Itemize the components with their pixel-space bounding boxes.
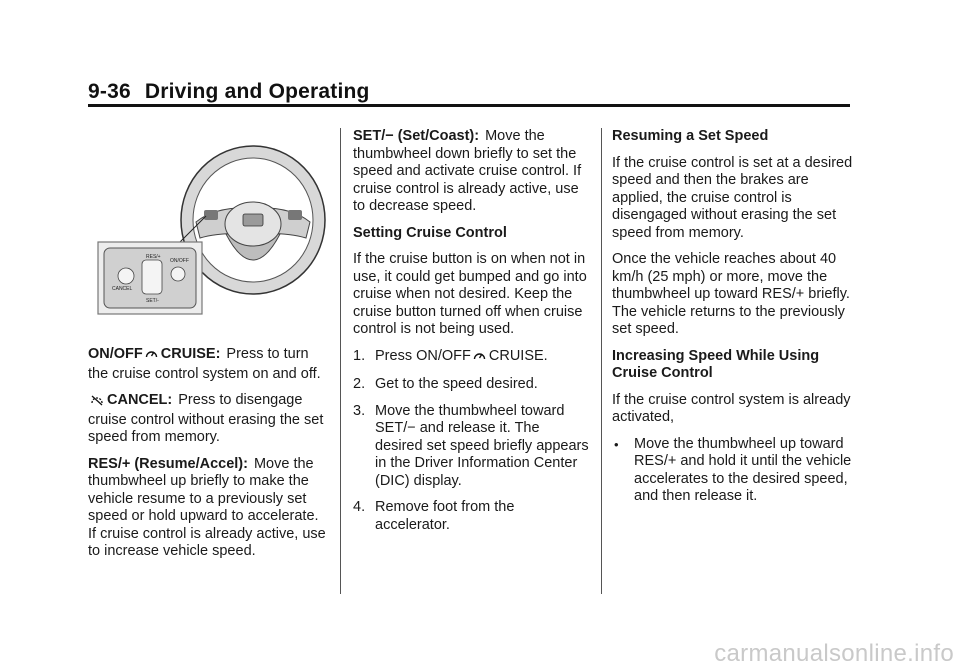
onoff-text: Press to turn the cruise control system on and off. (88, 346, 321, 382)
watermark: carmanualsonline.info (714, 640, 954, 667)
bullet-icon: • (614, 436, 619, 452)
setting-cruise-heading: Setting Cruise Control (353, 224, 507, 241)
cancel-callout-label: CANCEL (112, 286, 133, 292)
column-2 (353, 128, 591, 543)
set-coast-text: Move the thumbwheel down briefly to set the speed and activate cruise control. If cruise control is already active, use to decrease speed. (353, 128, 582, 214)
resume-label: RES/+ (Resume/Accel): (88, 455, 248, 472)
column-3 (612, 128, 858, 515)
setting-cruise-text: If the cruise button is on when not in use, it could get bumped and go into cruise when not desired. Keep the cruise button turned off when cruise control is not being used. (353, 251, 587, 337)
resume-paragraph (88, 456, 328, 561)
setting-steps-list (353, 348, 591, 535)
column-divider-2 (601, 128, 602, 594)
cruise-label: CRUISE: (160, 346, 221, 362)
onoff-callout-label: ON/OFF (170, 258, 189, 264)
list-item: • Move the thumbwheel up toward RES/+ and hold it until the vehicle accelerates to the desired speed, and then release it. (614, 435, 852, 504)
column-1 (88, 346, 328, 570)
cancel-text: Press to disengage cruise control without erasing the set speed from memory. (88, 392, 324, 445)
steering-wheel-figure (96, 136, 328, 316)
onoff-label: ON/OFF (88, 346, 143, 362)
increasing-text: If the cruise control system is already activated, (612, 391, 851, 425)
cancel-label: CANCEL: (107, 392, 173, 408)
set-callout-label: SET/- (146, 298, 159, 304)
list-item: 2. Get to the speed desired. (353, 376, 538, 392)
increasing-bullets (612, 436, 858, 506)
set-coast-label: SET/− (Set/Coast): (353, 128, 480, 144)
resuming-heading: Resuming a Set Speed (612, 128, 769, 144)
cancel-cruise-icon (90, 394, 104, 412)
section-title: Driving and Operating (144, 80, 370, 103)
increasing-heading: Increasing Speed While Using Cruise Control (612, 347, 820, 381)
steering-wheel-illustration (96, 136, 328, 316)
set-coast-paragraph (353, 128, 591, 216)
cruise-speedometer-icon (473, 350, 486, 368)
page-number: 9-36 (88, 80, 131, 103)
cruise-speedometer-icon (145, 348, 158, 366)
list-item: 3. Move the thumbwheel toward SET/− and release it. The desired set speed briefly appears in the Driver Information Center (DIC) display. (353, 402, 589, 489)
res-callout-label: RES/+ (146, 254, 161, 260)
header-rule (88, 104, 850, 107)
column-divider-1 (340, 128, 341, 594)
list-item: 4. Remove foot from the accelerator. (353, 499, 515, 533)
cancel-paragraph (88, 392, 328, 447)
page-header (88, 80, 370, 104)
resuming-text: If the cruise control is set at a desired speed and then the brakes are applied, the cruise control is disengaged without erasing the set speed from memory. (612, 154, 853, 241)
resuming-text-2: Once the vehicle reaches about 40 km/h (25 mph) or more, move the thumbwheel up toward RES/+ briefly. The vehicle returns to the previously set speed. (612, 251, 850, 337)
list-item: 1. Press ON/OFF CRUISE. (353, 348, 591, 368)
resume-text: Move the thumbwheel up briefly to make the vehicle resume to a previously set speed or hold upward to accelerate. If cruise control is already active, use to increase vehicle speed. (88, 455, 326, 559)
onoff-cruise-paragraph (88, 346, 328, 383)
